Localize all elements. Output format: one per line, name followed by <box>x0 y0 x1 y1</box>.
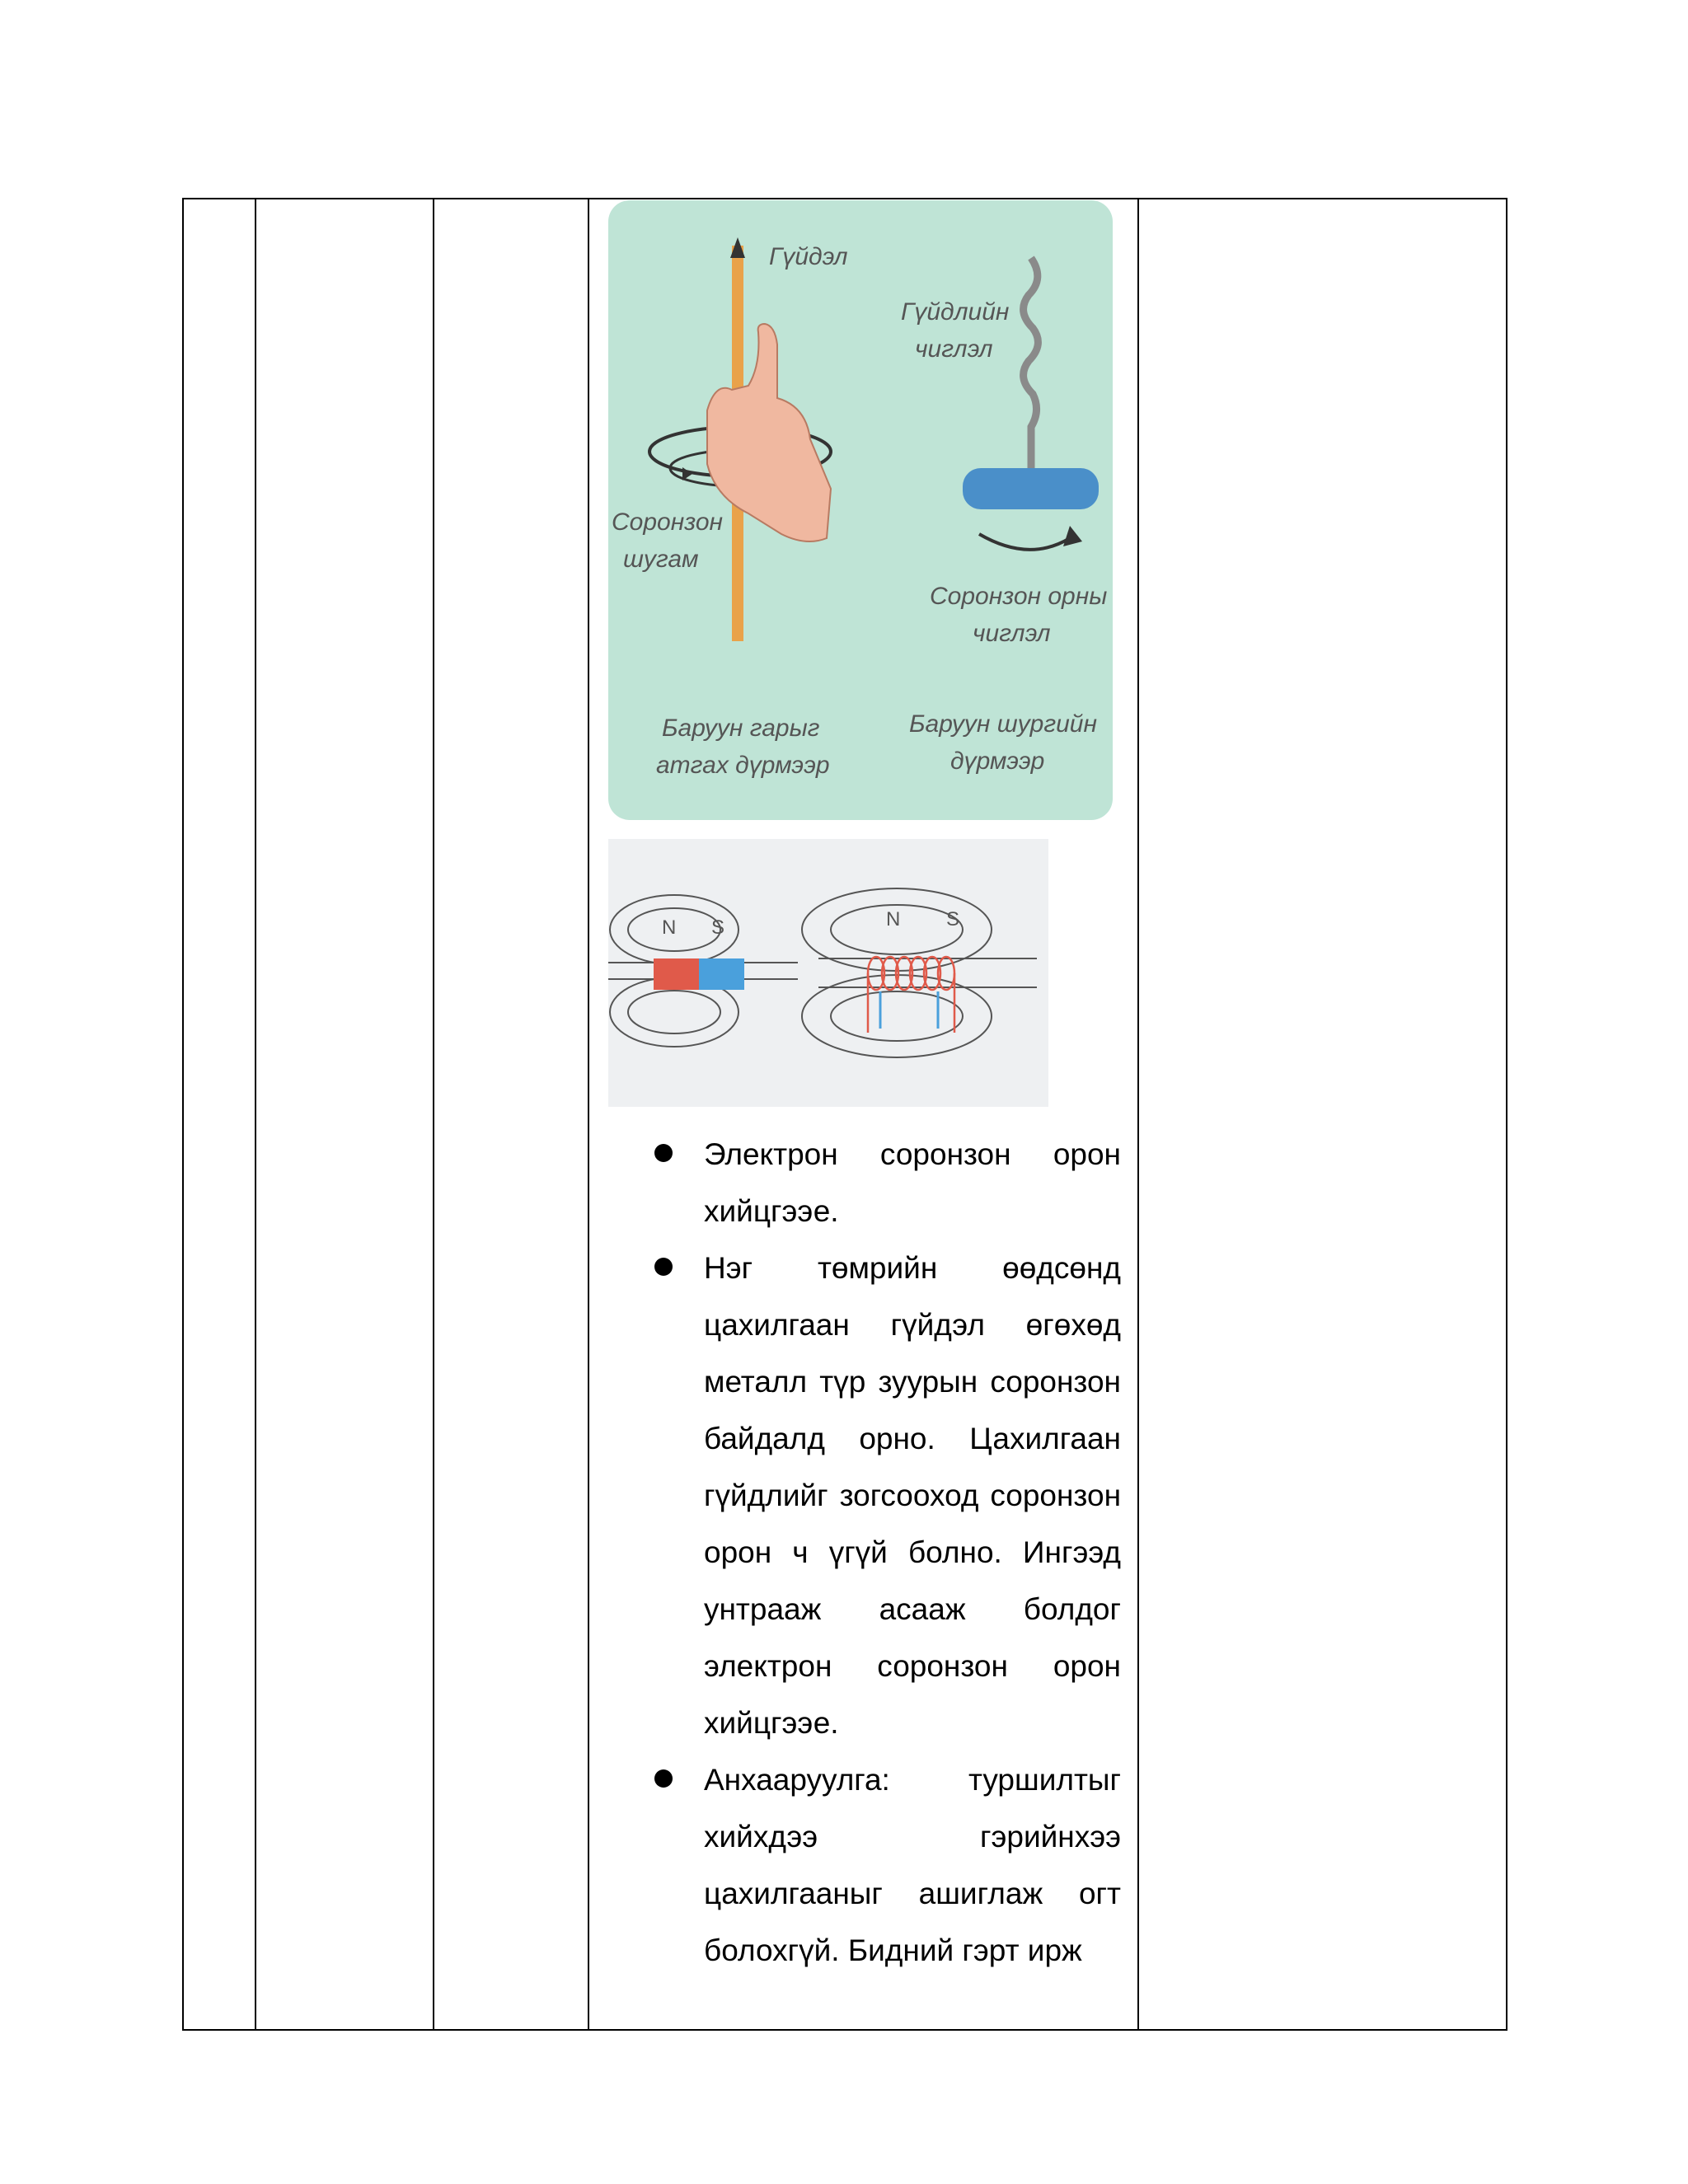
table-column-divider <box>255 199 256 2029</box>
caption-right-hand-grip-line2: атгах дүрмээр <box>656 752 830 779</box>
caption-corkscrew-rule: Баруун шургийн <box>909 710 1098 738</box>
pole-n-label: N <box>662 916 677 939</box>
label-field-line-line2: шугам <box>623 546 699 573</box>
bullet-icon <box>654 1769 673 1788</box>
label-field-line: Соронзон <box>612 509 724 536</box>
table-column-divider <box>1137 199 1139 2029</box>
list-item <box>654 1751 1121 1979</box>
caption-right-hand-grip: Баруун гарыг <box>662 715 820 742</box>
bullet-icon <box>654 1258 673 1276</box>
label-current-direction-line2: чиглэл <box>915 335 993 363</box>
label-current: Гүйдэл <box>769 243 848 270</box>
list-item-text: Нэг төмрийн өөдсөнд цахилгаан гүйдэл өгөхөд металл түр зуурын соронзон байдалд орно. Цахилгаан гүйдлийг зогсооход соронзон орон ч үгүй болно. Ингээд унтрааж асааж болдог электрон соронзон орон хийцгээе. <box>704 1251 1121 1740</box>
magnet-north <box>654 958 699 990</box>
corkscrew-handle <box>963 468 1099 509</box>
magnet-south <box>699 958 744 990</box>
right-hand-rule-figure <box>608 200 1113 820</box>
label-field-direction: Соронзон орны <box>930 583 1108 610</box>
caption-corkscrew-rule-line2: дүрмээр <box>950 748 1045 775</box>
pole-s-label: S <box>946 908 960 930</box>
pole-n-label: N <box>886 908 901 930</box>
bullet-icon <box>654 1144 673 1162</box>
instruction-list <box>654 1126 1121 1979</box>
table-column-divider <box>433 199 434 2029</box>
list-item <box>654 1126 1121 1240</box>
pole-s-label: S <box>711 916 725 939</box>
list-item <box>654 1240 1121 1751</box>
table-column-divider <box>588 199 589 2029</box>
list-item-text: Анхааруулга: туршилтыг хийхдээ гэрийнхээ цахилгааныг ашиглаж огт болохгүй. Бидний гэрт ирж <box>704 1763 1121 1967</box>
label-field-direction-line2: чиглэл <box>973 620 1051 647</box>
magnetic-field-figure <box>608 839 1048 1107</box>
label-current-direction: Гүйдлийн <box>901 298 1010 326</box>
list-item-text: Электрон соронзон орон хийцгээе. <box>704 1137 1121 1228</box>
